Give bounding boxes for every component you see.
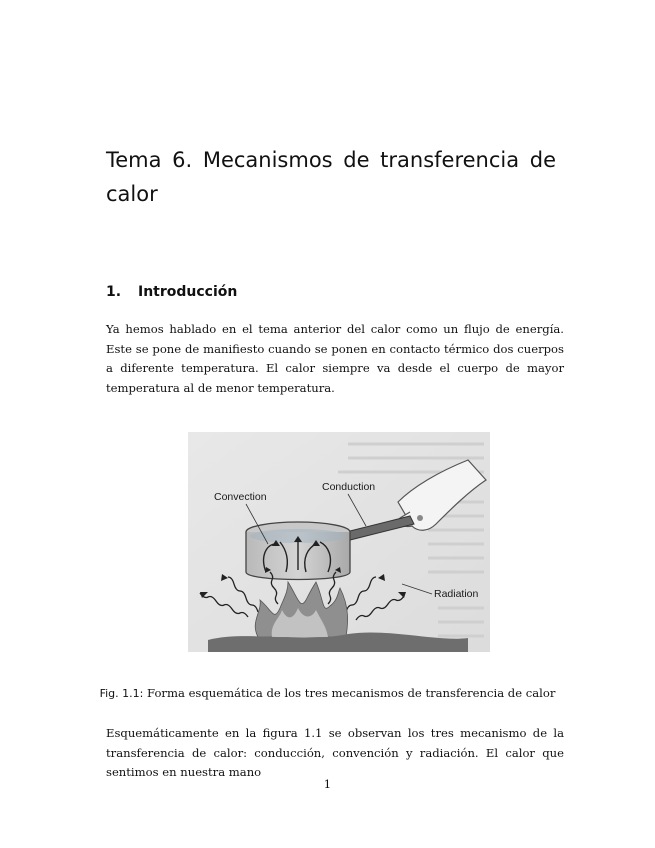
section-heading [106,284,237,300]
label-radiation: Radiation [434,588,479,600]
label-convection: Convection [214,491,267,503]
figure-caption-label: Fig. 1.1: [99,687,144,700]
page-number: 1 [323,777,332,791]
figure-caption [0,686,655,700]
intro-paragraph: Ya hemos hablado en el tema anterior del calor como un flujo de energía. Este se pone de manifiesto cuando se ponen en contacto térmico dos cuerpos a diferente temperatura. El calor siempre va desde el cuerpo de mayor temperatura al de menor temperatura. [106,322,564,395]
section-number: 1. [106,284,122,300]
section-title: Introducción [138,284,238,300]
chapter-title: Tema 6. Mecanismos de transferencia de calor [106,148,556,206]
figure-caption-text: Forma esquemática de los tres mecanismos de transferencia de calor [147,686,556,700]
heat-transfer-illustration [188,432,490,652]
heat-transfer-figure [188,432,490,652]
body-paragraph: Esquemáticamente en la figura 1.1 se observan los tres mecanismo de la transferencia de calor: conducción, convención y radiación. El calor que sentimos en nuestra mano [106,726,564,779]
label-conduction: Conduction [322,481,376,493]
